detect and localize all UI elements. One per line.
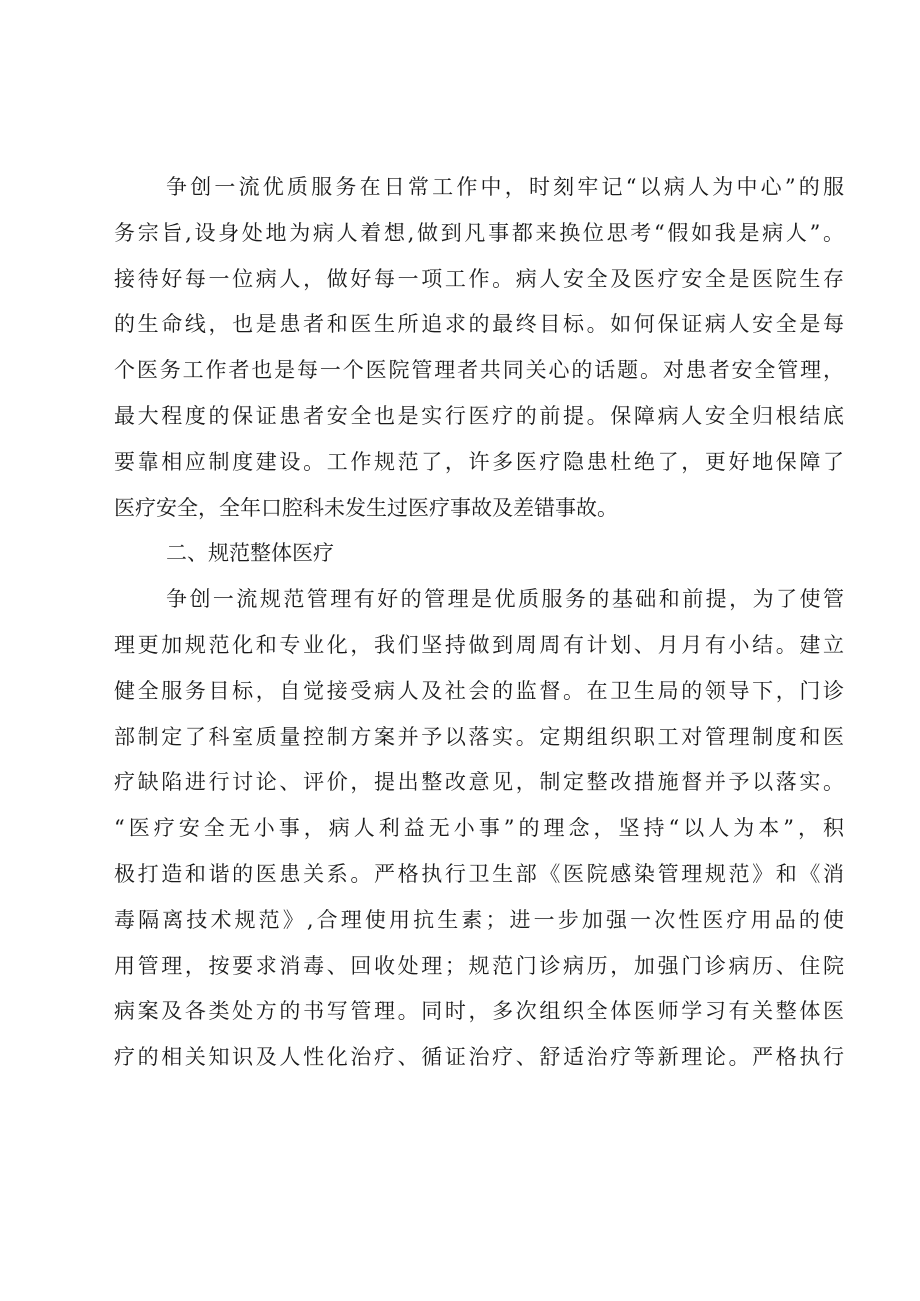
text-line: 争创一流优质服务在日常工作中，时刻牢记“以病人为中心”的服: [166, 175, 844, 199]
text-line: “医疗安全无小事，病人利益无小事”的理念，坚持“以人为本”，积: [114, 816, 844, 841]
text-line: 极打造和谐的医患关系。严格执行卫生部《医院感染管理规范》和《消: [114, 861, 844, 886]
text-line: 疗的相关知识及人性化治疗、循证治疗、舒适治疗等新理论。严格执行: [114, 1045, 844, 1070]
text-line: 争创一流规范管理有好的管理是优质服务的基础和前提，为了使管: [166, 587, 844, 612]
text-line: 医疗安全，全年口腔科未发生过医疗事故及差错事故。: [114, 495, 618, 520]
paragraph-service-quality: [114, 165, 844, 531]
text-line: 理更加规范化和专业化，我们坚持做到周周有计划、月月有小结。建立: [114, 632, 844, 657]
text-line: 用管理，按要求消毒、回收处理；规范门诊病历，加强门诊病历、住院: [114, 953, 844, 978]
document-body: [114, 165, 844, 1081]
text-line: 最大程度的保证患者安全也是实行医疗的前提。保障病人安全归根结底: [114, 403, 844, 428]
section-heading-text: 二、规范整体医疗: [166, 541, 334, 566]
text-line: 健全服务目标，自觉接受病人及社会的监督。在卫生局的领导下，门诊: [114, 678, 844, 703]
text-line: 疗缺陷进行讨论、评价，提出整改意见，制定整改措施督并予以落实。: [114, 770, 844, 795]
text-line: 个医务工作者也是每一个医院管理者共同关心的话题。对患者安全管理，: [114, 358, 844, 383]
section-heading: [114, 531, 844, 577]
paragraph-management: [114, 577, 844, 1081]
text-line: 务宗旨,设身处地为病人着想,做到凡事都来换位思考“假如我是病人”。: [114, 220, 844, 245]
text-line: 接待好每一位病人，做好每一项工作。病人安全及医疗安全是医院生存: [114, 266, 844, 291]
text-line: 毒隔离技术规范》,合理使用抗生素；进一步加强一次性医疗用品的使: [114, 907, 844, 932]
text-line: 的生命线，也是患者和医生所追求的最终目标。如何保证病人安全是每: [114, 312, 844, 337]
text-line: 病案及各类处方的书写管理。同时，多次组织全体医师学习有关整体医: [114, 999, 844, 1024]
text-line: 要靠相应制度建设。工作规范了，许多医疗隐患杜绝了，更好地保障了: [114, 449, 844, 474]
text-line: 部制定了科室质量控制方案并予以落实。定期组织职工对管理制度和医: [114, 724, 844, 749]
